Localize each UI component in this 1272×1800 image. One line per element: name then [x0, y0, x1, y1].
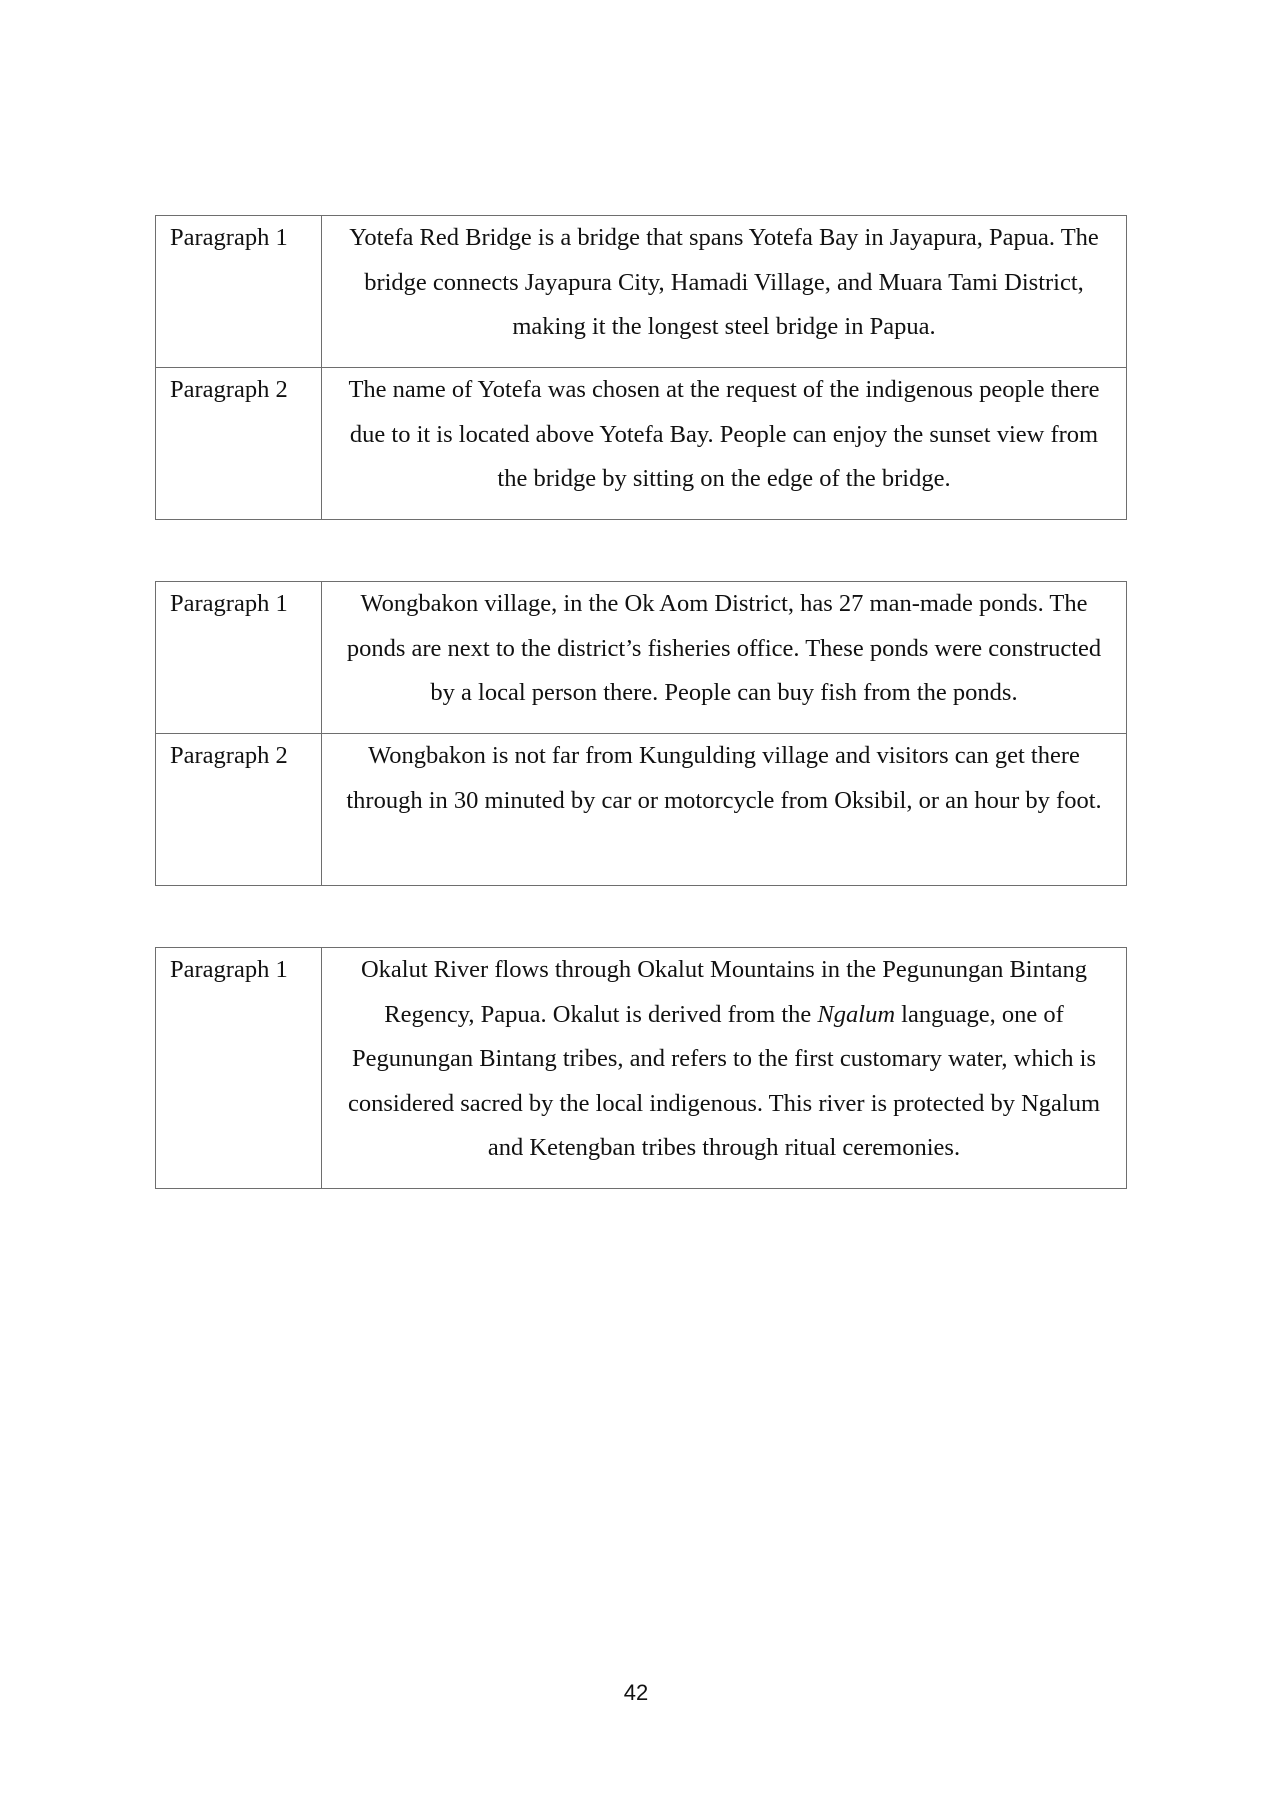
paragraph-label: Paragraph 2: [156, 734, 322, 886]
paragraph-label: Paragraph 1: [156, 582, 322, 734]
page-number: 42: [623, 1680, 649, 1705]
table-row: [156, 368, 1127, 520]
paragraph-text: Wongbakon village, in the Ok Aom District, has 27 man-made ponds. The ponds are next to the district’s fisheries office. These ponds were constructed by a local person there. People can buy fish from the ponds.: [322, 582, 1127, 734]
paragraph-text: Wongbakon is not far from Kungulding village and visitors can get there through in 30 minuted by car or motorcycle from Oksibil, or an hour by foot.: [322, 734, 1127, 886]
paragraph-label: Paragraph 2: [156, 368, 322, 520]
table-row: [156, 734, 1127, 886]
paragraph-text: [322, 948, 1127, 1189]
paragraph-table-okalut: [155, 947, 1127, 1189]
paragraph-label: Paragraph 1: [156, 216, 322, 368]
table-row: [156, 948, 1127, 1189]
paragraph-table-yotefa: [155, 215, 1127, 520]
paragraph-text: The name of Yotefa was chosen at the request of the indigenous people there due to it is located above Yotefa Bay. People can enjoy the sunset view from the bridge by sitting on the edge of the bridge.: [322, 368, 1127, 520]
table-row: [156, 216, 1127, 368]
paragraph-text-part: language, one of Pegunungan Bintang tribes, and refers to the first customary water, which is considered sacred by the local indigenous. This river is protected by Ngalum and Ketengban tribes through ritual ceremonies.: [347, 1000, 1101, 1161]
paragraph-table-wongbakon: [155, 581, 1127, 886]
paragraph-text-italic: Ngalum: [817, 1000, 896, 1028]
paragraph-label: Paragraph 1: [156, 948, 322, 1189]
paragraph-text-part: Okalut River flows through Okalut Mountains in the Pegunungan Bintang Regency, Papua. Okalut is derived from the: [360, 956, 1088, 1028]
table-row: [156, 582, 1127, 734]
paragraph-text: Yotefa Red Bridge is a bridge that spans Yotefa Bay in Jayapura, Papua. The bridge connects Jayapura City, Hamadi Village, and Muara Tami District, making it the longest steel bridge in Papua.: [322, 216, 1127, 368]
